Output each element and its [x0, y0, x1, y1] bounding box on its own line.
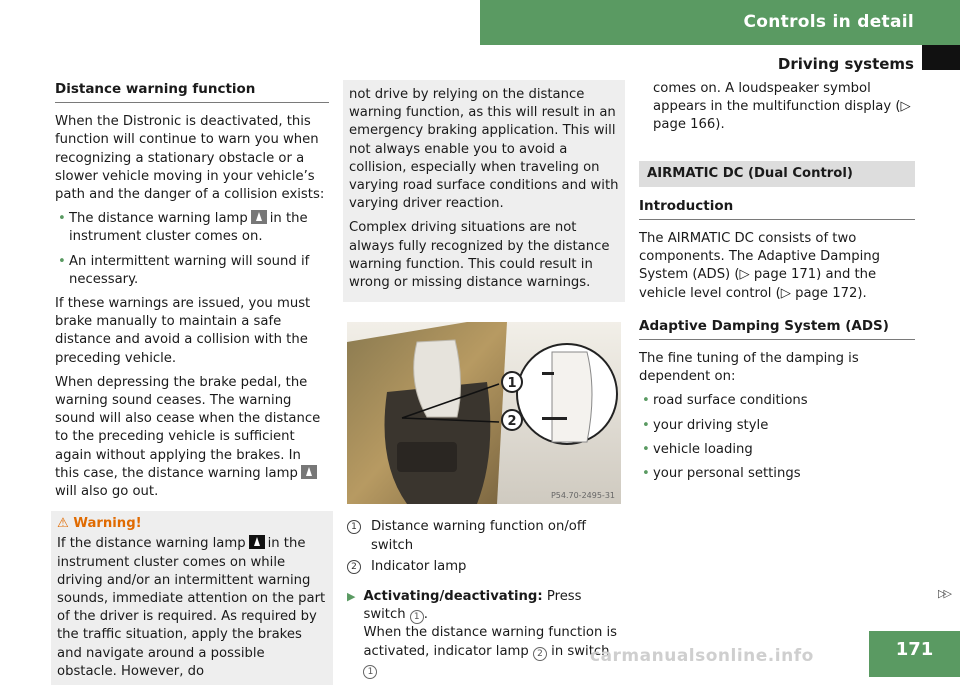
heading-distance-warning: Distance warning function	[55, 80, 329, 103]
bullet-list	[55, 210, 329, 289]
text: When the distance warning function is activated, indicator lamp	[363, 625, 618, 659]
bullet-list	[639, 392, 915, 483]
text: in the instrument cluster comes on.	[69, 211, 308, 245]
paragraph: Complex driving situations are not always fully recognized by the distance warning function. This could result in wrong or missing distance warnings.	[349, 220, 610, 291]
list-item	[55, 210, 329, 246]
distance-warning-lamp-icon	[301, 465, 317, 479]
list-item: • road surface conditions	[639, 392, 915, 410]
text: will also go out.	[55, 484, 159, 500]
paragraph: When the Distronic is deactivated, this function will continue to warn you when recognizing a stationary obstacle or a slower vehicle moving in your vehicle’s path and the danger of a collision exists:	[55, 114, 325, 203]
airmatic-band: AIRMATIC DC (Dual Control)	[639, 161, 915, 187]
distance-warning-lamp-icon	[249, 535, 265, 549]
text: in switch	[551, 643, 610, 659]
distance-warning-lamp-icon	[251, 210, 267, 224]
paragraph: If these warnings are issued, you must brake manually to maintain a safe distance and avoid a collision with the preceding vehicle.	[55, 296, 311, 366]
legend-text: Indicator lamp	[371, 558, 467, 574]
chapter-title: Driving systems	[777, 55, 914, 73]
warning-title	[57, 515, 327, 533]
text: .	[423, 607, 428, 623]
legend-item-2	[347, 558, 621, 576]
heading-ads: Adaptive Damping System (ADS)	[639, 317, 915, 340]
step-arrow-icon: ▶	[347, 590, 356, 604]
text: The distance warning lamp	[69, 211, 248, 227]
list-item: • your driving style	[639, 417, 915, 435]
gear-selector-photo	[347, 322, 621, 504]
step-label: Activating/deactivating:	[363, 589, 543, 605]
text: Press switch	[363, 589, 582, 623]
instruction-step	[347, 588, 621, 679]
header-bar	[480, 0, 960, 45]
warning-triangle-icon: ⚠	[57, 516, 69, 532]
warning-box	[51, 511, 333, 685]
callout-1: 1	[507, 376, 517, 392]
text: Warning!	[73, 516, 142, 532]
number-circle: 2	[533, 647, 547, 661]
section-title: Controls in detail	[743, 12, 914, 32]
paragraph: comes on. A loudspeaker symbol appears in the multifunction display (▷ page 166).	[653, 81, 911, 133]
paragraph: The AIRMATIC DC consists of two components. The Adaptive Damping System (ADS) (▷ page 171) and the vehicle level control (▷ page 172).	[639, 231, 880, 301]
number-circle: 2	[347, 560, 361, 574]
next-page-arrow-icon[interactable]: ▷▷	[938, 587, 949, 600]
text: If the distance warning lamp	[57, 536, 246, 552]
number-circle: 1	[410, 610, 424, 624]
text: in the instrument cluster comes on while driving and/or an intermittent warning sounds, immediate attention on the part of the driver is required. As required by the traffic situation, apply the brakes and navigate around a possible obstacle. However, do	[57, 536, 326, 679]
number-circle: 1	[363, 665, 377, 679]
column-1	[55, 80, 329, 685]
heading-introduction: Introduction	[639, 197, 915, 220]
column-2	[347, 80, 621, 679]
number-circle: 1	[347, 520, 361, 534]
warning-text	[57, 535, 327, 681]
paragraph: not drive by relying on the distance warning function, as this will result in an emergency braking application. This will not always enable you to avoid a collision, especially when traveling on varying road surface conditions and with varying driver reaction.	[349, 87, 619, 212]
paragraph	[55, 374, 329, 501]
list-item: • vehicle loading	[639, 441, 915, 459]
warning-continued-box	[343, 80, 625, 302]
legend-text: Distance warning function on/off switch	[371, 519, 586, 553]
list-item: • An intermittent warning will sound if necessary.	[55, 253, 329, 289]
list-item: • your personal settings	[639, 465, 915, 483]
watermark: carmanualsonline.info	[590, 646, 814, 666]
image-code: P54.70-2495-31	[550, 491, 615, 501]
legend-item-1	[347, 518, 621, 554]
text: When depressing the brake pedal, the warning sound ceases. The warning sound will also cease when the distance to the preceding vehicle is sufficient again without applying the brakes. In this case, the distance warning lamp	[55, 374, 321, 481]
page-number: 171	[869, 631, 960, 677]
callout-2: 2	[507, 414, 517, 430]
column-3	[639, 80, 915, 489]
thumb-tab	[922, 45, 960, 70]
paragraph: The fine tuning of the damping is dependent on:	[639, 351, 859, 385]
